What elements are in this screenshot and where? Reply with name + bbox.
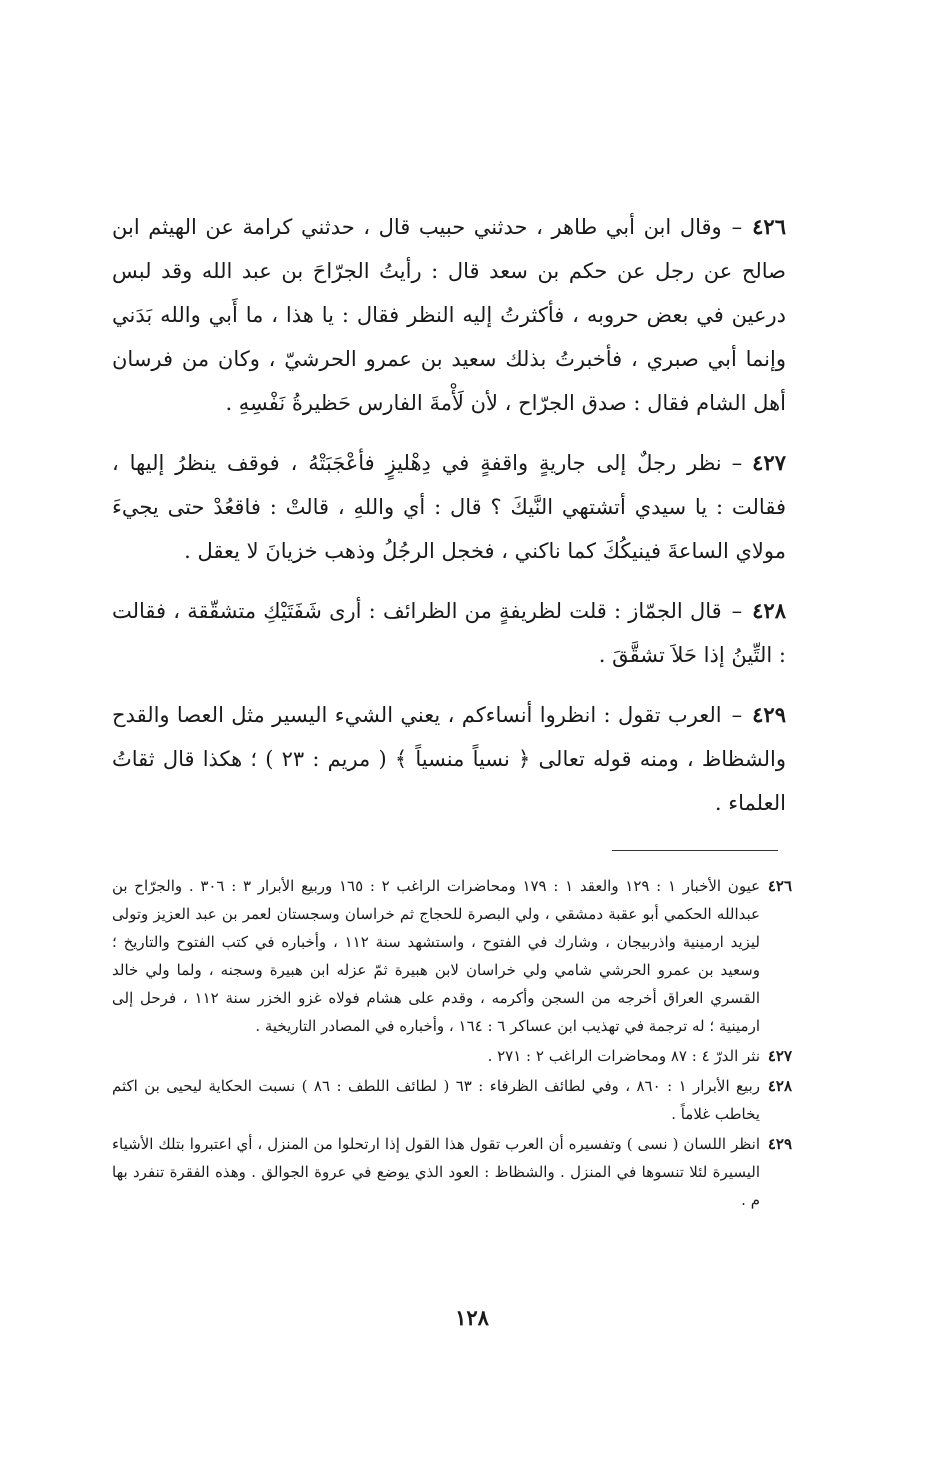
footnote-number: ٤٢٦ [767,877,792,895]
footnote-text: ربيع الأبرار ١ : ٨٦٠ ، وفي لطائف الظرفاء : ٦٣ ( لطائف اللطف : ٨٦ ) نسبت الحكاية ليحيى بن اكثم يخاطب غلاماً . [112,1077,760,1123]
dash: – [731,451,743,475]
footnote-428 [112,1072,792,1128]
footnote-separator [612,850,778,851]
paragraph-number: ٤٢٨ [752,598,786,623]
paragraph-number: ٤٢٦ [752,214,786,239]
paragraph-number: ٤٢٩ [752,702,786,727]
paragraph-text: العرب تقول : انظروا أنساءكم ، يعني الشيء اليسير مثل العصا والقدح والشظاظ ، ومنه قوله تعالى ﴿ نسياً منسياً ﴾ ( مريم : ٢٣ ) ؛ هكذا قال ثقاتُ العلماء . [112,703,787,815]
paragraph-429 [112,693,786,825]
paragraph-427 [112,441,786,573]
paragraph-426 [112,205,786,425]
dash: – [731,215,743,239]
footnote-text: انظر اللسان ( نسى ) وتفسيره أن العرب تقول هذا القول إذا ارتحلوا من المنزل ، أي اعتبروا بتلك الأشياء اليسيرة لئلا تنسوها في المنزل . والشظاظ : العود الذي يوضع في عروة الجوالق . وهذه الفقرة تنفرد بها م . [112,1135,760,1209]
footnote-number: ٤٢٧ [767,1047,792,1065]
footnotes [112,872,792,1216]
dash: – [731,703,743,727]
footnote-number: ٤٢٨ [767,1077,792,1095]
footnote-426 [112,872,792,1040]
footnote-text: عيون الأخبار ١ : ١٢٩ والعقد ١ : ١٧٩ ومحاضرات الراغب ٢ : ١٦٥ وربيع الأبرار ٣ : ٣٠٦ . والجرّاح بن عبدالله الحكمي أبو عقبة دمشقي ، ولي البصرة للحجاج ثم خراسان وسجستان لعمر بن عبد العزيز وتولى ليزيد ارمينية واذربيجان ، وشارك في الفتوح ، واستشهد سنة ١١٢ ، وأخباره في كتب الفتوح والتاريخ ؛ وسعيد بن عمرو الحرشي شامي ولي خراسان لابن هبيرة ثمّ عزله ابن هبيرة وسجنه ، ولما ولي خالد القسري العراق أخرجه من السجن وأكرمه ، وقدم على هشام فولاه غزو الخزر سنة ١١٢ ، فرحل إلى ارمينية ؛ له ترجمة في تهذيب ابن عساكر ٦ : ١٦٤ ، وأخباره في المصادر التاريخية . [112,877,761,1035]
page-number: ١٢٨ [455,1305,489,1330]
paragraph-text: نظر رجلٌ إلى جاريةٍ واقفةٍ في دِهْليزٍ فأعْجَبَتْهُ ، فوقف ينظرُ إليها ، فقالت : يا سيدي أتشتهي النَّيكَ ؟ قال : أي واللهِ ، قالتْ : فاقعُدْ حتى يجيءَ مولاي الساعةَ فينيكُكَ كما ناكني ، فخجل الرجُلُ وذهب خزيانَ لا يعقل . [112,451,786,563]
dash: – [731,599,743,623]
main-text [112,205,786,841]
paragraph-text: وقال ابن أبي طاهر ، حدثني حبيب قال ، حدثني كرامة عن الهيثم ابن صالح عن رجل عن حكم بن سعد قال : رأيتُ الجرّاحَ بن عبد الله وقد لبس درعين في بعض حروبه ، فأكثرتُ إليه النظر فقال : يا هذا ، ما أَبي والله بَدَني وإنما أبي صبري ، فأخبرتُ بذلك سعيد بن عمرو الحرشيّ ، وكان من فرسان أهل الشام فقال : صدق الجرّاح ، لأن لَأْمةَ الفارس حَظيرةُ نَفْسِهِ . [112,215,786,415]
footnote-text: نثر الدرّ ٤ : ٨٧ ومحاضرات الراغب ٢ : ٢٧١ . [487,1047,760,1065]
paragraph-number: ٤٢٧ [752,450,786,475]
paragraph-428 [112,589,786,677]
footnote-number: ٤٢٩ [767,1135,792,1153]
footnote-427 [112,1042,792,1070]
footnote-429 [112,1130,792,1214]
paragraph-text: قال الجمّاز : قلت لظريفةٍ من الظرائف : أرى شَفَتَيْكِ متشقّقة ، فقالت : التِّينُ إذا حَلاَ تشقَّقَ . [112,599,786,667]
